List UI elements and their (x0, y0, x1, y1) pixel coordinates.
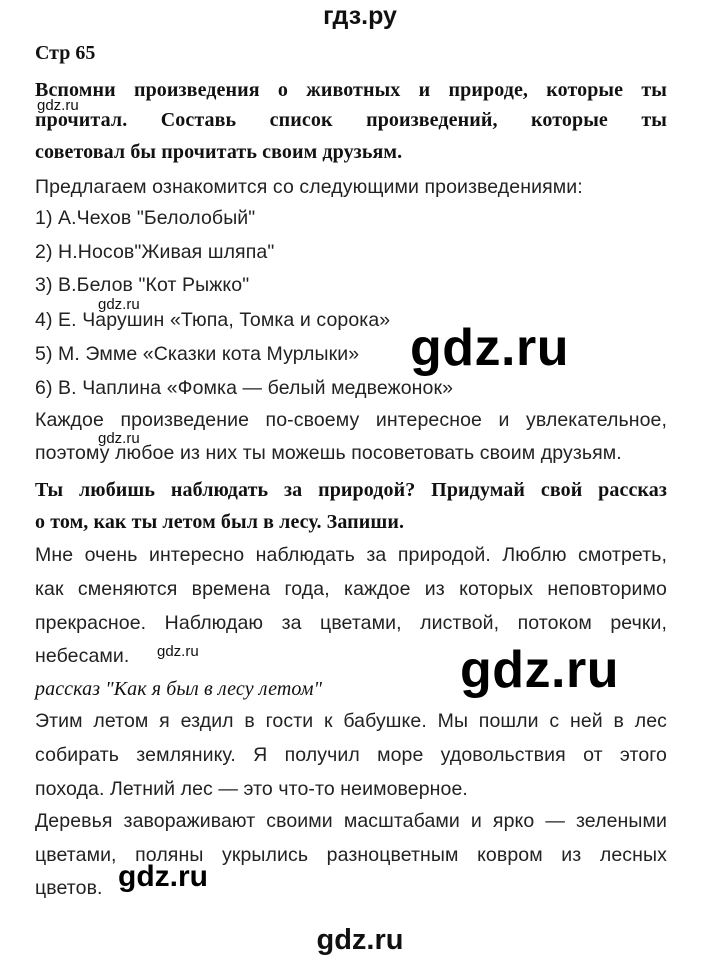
watermark-medium: gdz.ru (118, 860, 208, 893)
page-number: Стр 65 (35, 42, 96, 64)
story-line-3: похода. Летний лес — это что-то неимоверное. (35, 778, 468, 800)
site-header-logo: гдз.ру (323, 2, 397, 30)
book-item-5: 5) М. Эмме «Сказки кота Мурлыки» (35, 343, 360, 365)
book-item-2: 2) Н.Носов"Живая шляпа" (35, 241, 275, 263)
watermark-big-2: gdz.ru (460, 641, 619, 699)
watermark-small-2: gdz.ru (98, 296, 140, 313)
story-line-1: Этим летом я ездил в гости к бабушке. Мы пошли с ней в лес (35, 710, 667, 732)
watermark-small-3: gdz.ru (98, 430, 140, 447)
answer2-line-2: как сменяются времена года, каждое из которых неповторимо (35, 578, 667, 600)
task1-line-2: прочитал. Составь список произведений, которые ты (35, 109, 667, 131)
intro-text: Предлагаем ознакомится со следующими произведениями: (35, 176, 583, 198)
task2-line-1: Ты любишь наблюдать за природой? Придумай свой рассказ (35, 479, 667, 501)
story-title: рассказ "Как я был в лесу летом" (35, 678, 323, 700)
book-item-1: 1) А.Чехов "Белолобый" (35, 207, 256, 229)
site-footer-logo: gdz.ru (316, 924, 404, 956)
answer2-line-1: Мне очень интересно наблюдать за природой. Люблю смотреть, (35, 544, 667, 566)
answer2-line-3: прекрасное. Наблюдаю за цветами, листвой, потоком речки, (35, 612, 667, 634)
task1-line-3: советовал бы прочитать своим друзьям. (35, 141, 403, 163)
story-line-5: цветами, поляны укрылись разноцветным ковром из лесных (35, 844, 667, 866)
conclusion-line-2: поэтому любое из них ты можешь посоветовать своим друзьям. (35, 442, 622, 464)
story-line-2: собирать землянику. Я получил море удовольствия от этого (35, 744, 667, 766)
watermark-small-1: gdz.ru (37, 97, 79, 114)
book-item-6: 6) В. Чаплина «Фомка — белый медвежонок» (35, 377, 454, 399)
task2-line-2: о том, как ты летом был в лесу. Запиши. (35, 511, 405, 533)
watermark-small-4: gdz.ru (157, 643, 199, 660)
story-line-6: цветов. (35, 877, 103, 899)
conclusion-line-1: Каждое произведение по-своему интересное и увлекательное, (35, 409, 667, 431)
task1-line-1: Вспомни произведения о животных и природе, которые ты (35, 79, 667, 101)
story-line-4: Деревья завораживают своими масштабами и ярко — зелеными (35, 810, 667, 832)
book-item-3: 3) В.Белов "Кот Рыжко" (35, 274, 250, 296)
answer2-line-4: небесами. (35, 645, 130, 667)
watermark-big-1: gdz.ru (410, 319, 569, 377)
book-item-4: 4) Е. Чарушин «Тюпа, Томка и сорока» (35, 309, 391, 331)
